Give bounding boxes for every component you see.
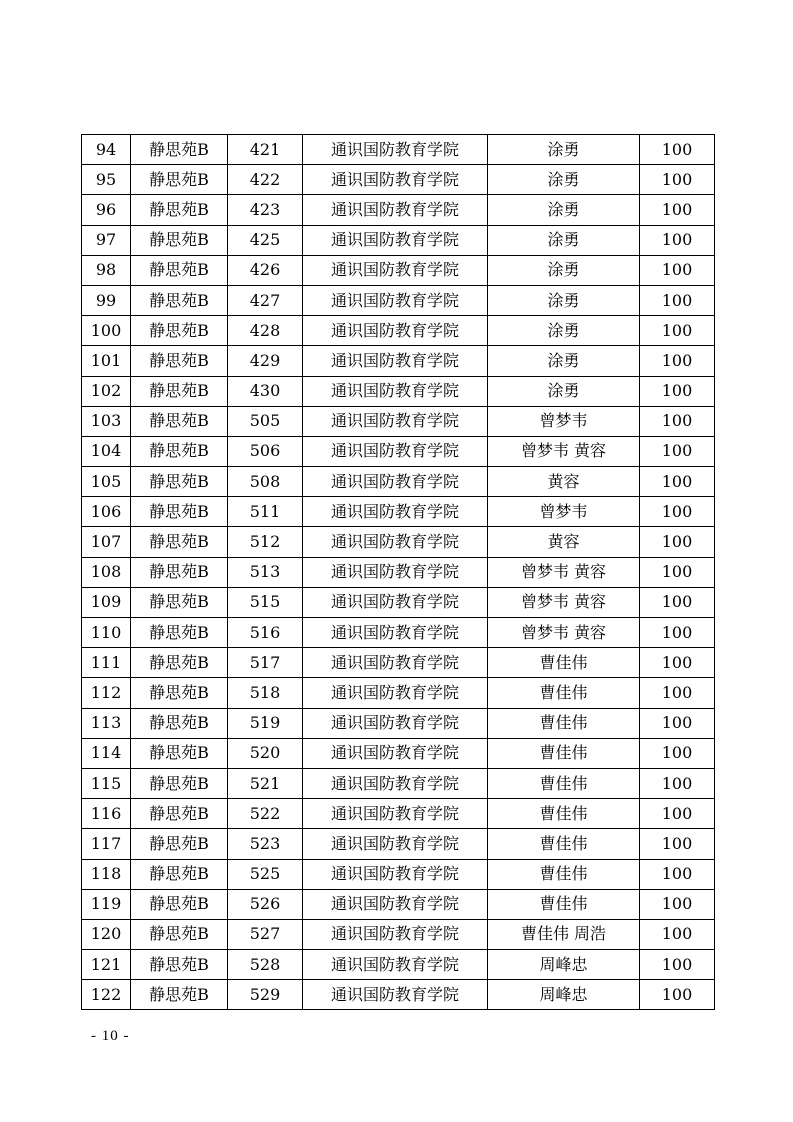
table-row — [82, 406, 715, 436]
building-cell: 静思苑B — [131, 135, 228, 165]
table-row — [82, 497, 715, 527]
table-row — [82, 648, 715, 678]
college-cell: 通识国防教育学院 — [303, 436, 488, 466]
building-cell: 静思苑B — [131, 557, 228, 587]
score-cell: 100 — [640, 678, 715, 708]
table-row — [82, 919, 715, 949]
room-cell: 518 — [228, 678, 303, 708]
row-index-cell: 108 — [82, 557, 131, 587]
building-cell: 静思苑B — [131, 346, 228, 376]
building-cell: 静思苑B — [131, 587, 228, 617]
building-cell: 静思苑B — [131, 648, 228, 678]
row-index-cell: 99 — [82, 285, 131, 315]
score-cell: 100 — [640, 467, 715, 497]
room-cell: 515 — [228, 587, 303, 617]
row-index-cell: 95 — [82, 165, 131, 195]
college-cell: 通识国防教育学院 — [303, 527, 488, 557]
college-cell: 通识国防教育学院 — [303, 255, 488, 285]
row-index-cell: 103 — [82, 406, 131, 436]
score-cell: 100 — [640, 165, 715, 195]
score-cell: 100 — [640, 768, 715, 798]
row-index-cell: 116 — [82, 799, 131, 829]
row-index-cell: 113 — [82, 708, 131, 738]
college-cell: 通识国防教育学院 — [303, 678, 488, 708]
college-cell: 通识国防教育学院 — [303, 768, 488, 798]
score-cell: 100 — [640, 950, 715, 980]
building-cell: 静思苑B — [131, 285, 228, 315]
room-cell: 425 — [228, 225, 303, 255]
room-cell: 523 — [228, 829, 303, 859]
counselor-cell: 黄容 — [488, 467, 640, 497]
table-row — [82, 376, 715, 406]
college-cell: 通识国防教育学院 — [303, 708, 488, 738]
building-cell: 静思苑B — [131, 316, 228, 346]
table-row — [82, 527, 715, 557]
counselor-cell: 曹佳伟 — [488, 738, 640, 768]
row-index-cell: 106 — [82, 497, 131, 527]
counselor-cell: 曾梦韦 黄容 — [488, 436, 640, 466]
building-cell: 静思苑B — [131, 919, 228, 949]
room-cell: 520 — [228, 738, 303, 768]
counselor-cell: 曾梦韦 — [488, 497, 640, 527]
table-row — [82, 829, 715, 859]
building-cell: 静思苑B — [131, 436, 228, 466]
counselor-cell: 涂勇 — [488, 165, 640, 195]
table-row — [82, 768, 715, 798]
building-cell: 静思苑B — [131, 678, 228, 708]
row-index-cell: 101 — [82, 346, 131, 376]
row-index-cell: 120 — [82, 919, 131, 949]
counselor-cell: 周峰忠 — [488, 950, 640, 980]
score-cell: 100 — [640, 195, 715, 225]
table-row — [82, 195, 715, 225]
room-cell: 426 — [228, 255, 303, 285]
score-cell: 100 — [640, 587, 715, 617]
college-cell: 通识国防教育学院 — [303, 738, 488, 768]
building-cell: 静思苑B — [131, 980, 228, 1010]
row-index-cell: 110 — [82, 618, 131, 648]
counselor-cell: 曹佳伟 — [488, 768, 640, 798]
table-row — [82, 225, 715, 255]
counselor-cell: 涂勇 — [488, 376, 640, 406]
college-cell: 通识国防教育学院 — [303, 406, 488, 436]
row-index-cell: 105 — [82, 467, 131, 497]
table-row — [82, 285, 715, 315]
score-cell: 100 — [640, 135, 715, 165]
dormitory-table — [81, 134, 715, 1010]
score-cell: 100 — [640, 799, 715, 829]
score-cell: 100 — [640, 376, 715, 406]
counselor-cell: 涂勇 — [488, 225, 640, 255]
room-cell: 512 — [228, 527, 303, 557]
room-cell: 516 — [228, 618, 303, 648]
counselor-cell: 涂勇 — [488, 135, 640, 165]
room-cell: 525 — [228, 859, 303, 889]
college-cell: 通识国防教育学院 — [303, 467, 488, 497]
table-row — [82, 980, 715, 1010]
room-cell: 528 — [228, 950, 303, 980]
table-row — [82, 587, 715, 617]
score-cell: 100 — [640, 708, 715, 738]
score-cell: 100 — [640, 648, 715, 678]
counselor-cell: 涂勇 — [488, 285, 640, 315]
dormitory-table-container — [81, 134, 714, 1010]
building-cell: 静思苑B — [131, 376, 228, 406]
counselor-cell: 曹佳伟 周浩 — [488, 919, 640, 949]
college-cell: 通识国防教育学院 — [303, 316, 488, 346]
room-cell: 526 — [228, 889, 303, 919]
score-cell: 100 — [640, 919, 715, 949]
row-index-cell: 96 — [82, 195, 131, 225]
score-cell: 100 — [640, 225, 715, 255]
college-cell: 通识国防教育学院 — [303, 587, 488, 617]
room-cell: 505 — [228, 406, 303, 436]
building-cell: 静思苑B — [131, 859, 228, 889]
table-row — [82, 557, 715, 587]
college-cell: 通识国防教育学院 — [303, 557, 488, 587]
table-row — [82, 950, 715, 980]
score-cell: 100 — [640, 618, 715, 648]
college-cell: 通识国防教育学院 — [303, 195, 488, 225]
row-index-cell: 121 — [82, 950, 131, 980]
row-index-cell: 111 — [82, 648, 131, 678]
room-cell: 521 — [228, 768, 303, 798]
counselor-cell: 涂勇 — [488, 255, 640, 285]
score-cell: 100 — [640, 285, 715, 315]
room-cell: 508 — [228, 467, 303, 497]
building-cell: 静思苑B — [131, 165, 228, 195]
room-cell: 428 — [228, 316, 303, 346]
row-index-cell: 118 — [82, 859, 131, 889]
building-cell: 静思苑B — [131, 950, 228, 980]
building-cell: 静思苑B — [131, 768, 228, 798]
room-cell: 511 — [228, 497, 303, 527]
room-cell: 529 — [228, 980, 303, 1010]
score-cell: 100 — [640, 889, 715, 919]
room-cell: 506 — [228, 436, 303, 466]
college-cell: 通识国防教育学院 — [303, 497, 488, 527]
building-cell: 静思苑B — [131, 738, 228, 768]
counselor-cell: 曹佳伟 — [488, 889, 640, 919]
table-row — [82, 467, 715, 497]
college-cell: 通识国防教育学院 — [303, 376, 488, 406]
room-cell: 421 — [228, 135, 303, 165]
score-cell: 100 — [640, 406, 715, 436]
table-row — [82, 436, 715, 466]
room-cell: 527 — [228, 919, 303, 949]
college-cell: 通识国防教育学院 — [303, 980, 488, 1010]
score-cell: 100 — [640, 497, 715, 527]
counselor-cell: 涂勇 — [488, 346, 640, 376]
college-cell: 通识国防教育学院 — [303, 889, 488, 919]
room-cell: 519 — [228, 708, 303, 738]
row-index-cell: 94 — [82, 135, 131, 165]
table-row — [82, 708, 715, 738]
table-row — [82, 618, 715, 648]
row-index-cell: 104 — [82, 436, 131, 466]
room-cell: 517 — [228, 648, 303, 678]
table-row — [82, 255, 715, 285]
score-cell: 100 — [640, 557, 715, 587]
row-index-cell: 102 — [82, 376, 131, 406]
college-cell: 通识国防教育学院 — [303, 346, 488, 376]
room-cell: 513 — [228, 557, 303, 587]
room-cell: 429 — [228, 346, 303, 376]
row-index-cell: 112 — [82, 678, 131, 708]
counselor-cell: 涂勇 — [488, 195, 640, 225]
table-row — [82, 346, 715, 376]
table-row — [82, 135, 715, 165]
row-index-cell: 97 — [82, 225, 131, 255]
table-row — [82, 738, 715, 768]
counselor-cell: 曹佳伟 — [488, 678, 640, 708]
counselor-cell: 涂勇 — [488, 316, 640, 346]
counselor-cell: 曹佳伟 — [488, 648, 640, 678]
score-cell: 100 — [640, 829, 715, 859]
counselor-cell: 曾梦韦 — [488, 406, 640, 436]
score-cell: 100 — [640, 980, 715, 1010]
room-cell: 430 — [228, 376, 303, 406]
counselor-cell: 曾梦韦 黄容 — [488, 587, 640, 617]
row-index-cell: 119 — [82, 889, 131, 919]
room-cell: 422 — [228, 165, 303, 195]
table-row — [82, 165, 715, 195]
table-row — [82, 859, 715, 889]
row-index-cell: 98 — [82, 255, 131, 285]
dormitory-table-body — [82, 135, 715, 1010]
table-row — [82, 316, 715, 346]
counselor-cell: 曾梦韦 黄容 — [488, 557, 640, 587]
room-cell: 427 — [228, 285, 303, 315]
college-cell: 通识国防教育学院 — [303, 135, 488, 165]
row-index-cell: 117 — [82, 829, 131, 859]
score-cell: 100 — [640, 436, 715, 466]
building-cell: 静思苑B — [131, 708, 228, 738]
building-cell: 静思苑B — [131, 829, 228, 859]
college-cell: 通识国防教育学院 — [303, 859, 488, 889]
row-index-cell: 115 — [82, 768, 131, 798]
building-cell: 静思苑B — [131, 527, 228, 557]
page-number: - 10 - — [91, 1028, 130, 1044]
score-cell: 100 — [640, 316, 715, 346]
college-cell: 通识国防教育学院 — [303, 648, 488, 678]
table-row — [82, 678, 715, 708]
table-row — [82, 889, 715, 919]
score-cell: 100 — [640, 346, 715, 376]
row-index-cell: 107 — [82, 527, 131, 557]
college-cell: 通识国防教育学院 — [303, 829, 488, 859]
college-cell: 通识国防教育学院 — [303, 285, 488, 315]
building-cell: 静思苑B — [131, 799, 228, 829]
college-cell: 通识国防教育学院 — [303, 919, 488, 949]
building-cell: 静思苑B — [131, 497, 228, 527]
counselor-cell: 曹佳伟 — [488, 799, 640, 829]
college-cell: 通识国防教育学院 — [303, 165, 488, 195]
building-cell: 静思苑B — [131, 255, 228, 285]
counselor-cell: 曹佳伟 — [488, 829, 640, 859]
row-index-cell: 114 — [82, 738, 131, 768]
row-index-cell: 100 — [82, 316, 131, 346]
college-cell: 通识国防教育学院 — [303, 618, 488, 648]
building-cell: 静思苑B — [131, 406, 228, 436]
room-cell: 423 — [228, 195, 303, 225]
counselor-cell: 曹佳伟 — [488, 859, 640, 889]
college-cell: 通识国防教育学院 — [303, 799, 488, 829]
building-cell: 静思苑B — [131, 195, 228, 225]
counselor-cell: 曾梦韦 黄容 — [488, 618, 640, 648]
counselor-cell: 周峰忠 — [488, 980, 640, 1010]
building-cell: 静思苑B — [131, 618, 228, 648]
room-cell: 522 — [228, 799, 303, 829]
score-cell: 100 — [640, 859, 715, 889]
counselor-cell: 曹佳伟 — [488, 708, 640, 738]
building-cell: 静思苑B — [131, 467, 228, 497]
college-cell: 通识国防教育学院 — [303, 225, 488, 255]
row-index-cell: 109 — [82, 587, 131, 617]
college-cell: 通识国防教育学院 — [303, 950, 488, 980]
score-cell: 100 — [640, 527, 715, 557]
building-cell: 静思苑B — [131, 225, 228, 255]
building-cell: 静思苑B — [131, 889, 228, 919]
counselor-cell: 黄容 — [488, 527, 640, 557]
row-index-cell: 122 — [82, 980, 131, 1010]
score-cell: 100 — [640, 255, 715, 285]
table-row — [82, 799, 715, 829]
score-cell: 100 — [640, 738, 715, 768]
